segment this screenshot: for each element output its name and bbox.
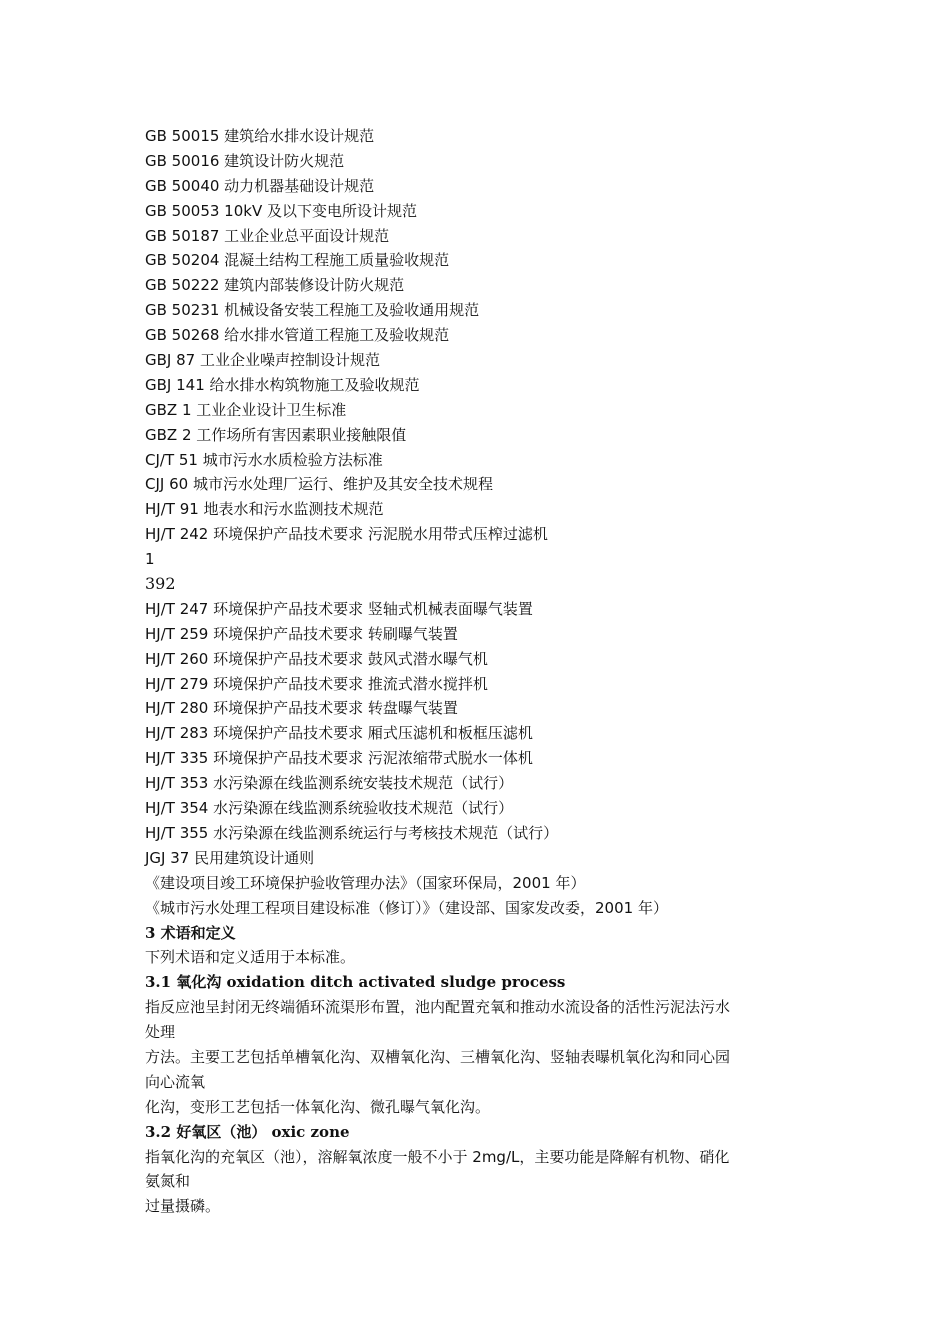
term-3-2-text-line: 氨氮和 (145, 1172, 191, 1191)
document-page (145, 124, 825, 1219)
reference-item: GB 50204 混凝土结构工程施工质量验收规范 (145, 251, 450, 270)
term-3-1-text-line: 方法。主要工艺包括单槽氧化沟、双槽氧化沟、三槽氧化沟、竖轴表曝机氧化沟和同心园 (145, 1047, 731, 1066)
reference-item: GB 50268 给水排水管道工程施工及验收规范 (145, 326, 450, 345)
reference-item: GB 50053 10kV 及以下变电所设计规范 (145, 201, 417, 220)
reference-item: HJ/T 91 地表水和污水监测技术规范 (145, 500, 384, 519)
reference-list-a (145, 124, 825, 547)
reference-item: HJ/T 247 环境保护产品技术要求 竖轴式机械表面曝气装置 (145, 599, 533, 618)
reference-item: HJ/T 335 环境保护产品技术要求 污泥浓缩带式脱水一体机 (145, 749, 533, 768)
term-3-1-text-line: 化沟，变形工艺包括一体氧化沟、微孔曝气氧化沟。 (145, 1097, 491, 1116)
term-3-1-text-line: 指反应池呈封闭无终端循环流渠形布置，池内配置充氧和推动水流设备的活性污泥法污水 (145, 998, 731, 1017)
reference-item: HJ/T 354 水污染源在线监测系统验收技术规范（试行） (145, 799, 514, 818)
reference-item: GBJ 141 给水排水构筑物施工及验收规范 (145, 375, 420, 394)
term-3-2-text-line: 指氧化沟的充氧区（池），溶解氧浓度一般不小于 2mg/L，主要功能是降解有机物、硝化 (145, 1147, 730, 1166)
reference-list-b (145, 597, 825, 921)
footer-mark: 1 (145, 550, 155, 569)
reference-item: HJ/T 355 水污染源在线监测系统运行与考核技术规范（试行） (145, 823, 559, 842)
section-3-intro: 下列术语和定义适用于本标准。 (145, 948, 356, 967)
reference-item: HJ/T 242 环境保护产品技术要求 污泥脱水用带式压榨过滤机 (145, 525, 548, 544)
reference-item: GB 50016 建筑设计防火规范 (145, 151, 345, 170)
reference-item: JGJ 37 民用建筑设计通则 (145, 848, 315, 867)
term-3-1-text-line: 处理 (145, 1023, 176, 1042)
reference-item: HJ/T 260 环境保护产品技术要求 鼓风式潜水曝气机 (145, 649, 488, 668)
reference-item: HJ/T 353 水污染源在线监测系统安装技术规范（试行） (145, 774, 514, 793)
reference-item: GB 50231 机械设备安装工程施工及验收通用规范 (145, 301, 480, 320)
section-3-heading: 3 术语和定义 (145, 923, 236, 942)
reference-item: GB 50015 建筑给水排水设计规范 (145, 127, 375, 145)
term-3-1-heading: 3.1 氧化沟 oxidation ditch activated sludge process (145, 973, 566, 992)
reference-item: GBZ 2 工作场所有害因素职业接触限值 (145, 425, 407, 444)
reference-item: 《城市污水处理工程项目建设标准（修订）》（建设部、国家发改委，2001 年） (145, 898, 668, 917)
reference-item: HJ/T 279 环境保护产品技术要求 推流式潜水搅拌机 (145, 674, 488, 693)
reference-item: HJ/T 280 环境保护产品技术要求 转盘曝气装置 (145, 699, 458, 718)
reference-item: HJ/T 259 环境保护产品技术要求 转刷曝气装置 (145, 624, 458, 643)
reference-item: HJ/T 283 环境保护产品技术要求 厢式压滤机和板框压滤机 (145, 724, 533, 743)
reference-item: GB 50187 工业企业总平面设计规范 (145, 226, 390, 245)
term-3-1-text-line: 向心流氧 (145, 1072, 206, 1091)
reference-item: GB 50040 动力机器基础设计规范 (145, 176, 375, 195)
page-number: 392 (145, 574, 176, 594)
reference-item: GB 50222 建筑内部装修设计防火规范 (145, 276, 405, 295)
reference-item: CJJ 60 城市污水处理厂运行、维护及其安全技术规程 (145, 475, 493, 494)
reference-item: GBZ 1 工业企业设计卫生标准 (145, 400, 347, 419)
reference-item: 《建设项目竣工环境保护验收管理办法》（国家环保局，2001 年） (145, 873, 586, 892)
term-3-2-heading: 3.2 好氧区（池） oxic zone (145, 1122, 350, 1141)
term-3-2-text-line: 过量摄磷。 (145, 1197, 221, 1216)
reference-item: GBJ 87 工业企业噪声控制设计规范 (145, 351, 380, 370)
reference-item: CJ/T 51 城市污水水质检验方法标准 (145, 450, 383, 469)
